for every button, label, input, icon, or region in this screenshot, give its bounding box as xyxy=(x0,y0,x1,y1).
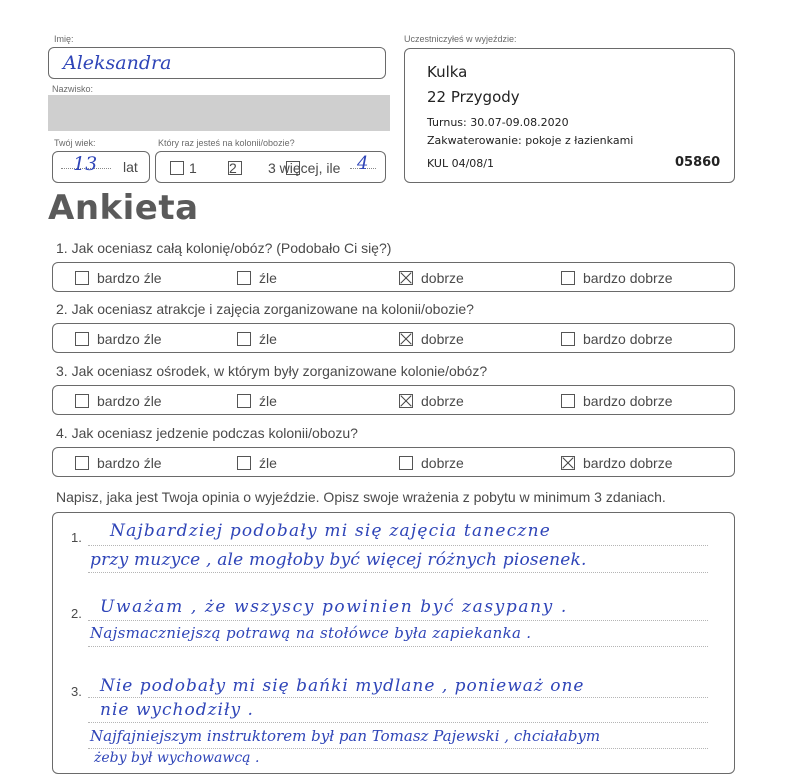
answer-option-label: bardzo dobrze xyxy=(583,270,673,286)
trip-program: 22 Przygody xyxy=(427,88,520,106)
trip-number: 05860 xyxy=(675,155,721,170)
age-value: 13 xyxy=(73,153,98,175)
opinion-number-3: 3. xyxy=(71,684,82,699)
age-unit: lat xyxy=(123,159,138,175)
handwriting-line-4: Najsmaczniejszą potrawą na stołówce była zapiekanka . xyxy=(90,624,532,642)
answer-option-label: dobrze xyxy=(421,270,464,286)
answer-option[interactable] xyxy=(399,331,464,347)
answer-row xyxy=(52,323,735,353)
checked-checkbox[interactable] xyxy=(561,456,575,470)
answer-row xyxy=(52,447,735,477)
times-option-1: 1 xyxy=(189,160,197,176)
answer-option[interactable] xyxy=(75,270,162,286)
trip-accommodation: Zakwaterowanie: pokoje z łazienkami xyxy=(427,134,634,147)
checkbox[interactable] xyxy=(237,456,251,470)
answer-option-label: bardzo źle xyxy=(97,331,162,347)
opinion-number-1: 1. xyxy=(71,530,82,545)
answer-option[interactable] xyxy=(237,331,277,347)
trip-turnus: Turnus: 30.07-09.08.2020 xyxy=(427,116,569,129)
answer-option-label: bardzo dobrze xyxy=(583,455,673,471)
checkbox[interactable] xyxy=(237,271,251,285)
name-label: Imię: xyxy=(54,34,74,44)
answer-option[interactable] xyxy=(399,270,464,286)
times-count: 4 xyxy=(357,153,369,174)
checkbox[interactable] xyxy=(237,332,251,346)
checkbox[interactable] xyxy=(237,394,251,408)
opinion-number-2: 2. xyxy=(71,606,82,621)
answer-option-label: bardzo dobrze xyxy=(583,331,673,347)
question-text: 1. Jak oceniasz całą kolonię/obóz? (Podobało Ci się?) xyxy=(56,240,392,256)
answer-option-label: dobrze xyxy=(421,455,464,471)
guide-line xyxy=(88,620,708,621)
times-label: Który raz jesteś na kolonii/obozie? xyxy=(158,138,295,148)
answer-option-label: źle xyxy=(259,270,277,286)
answer-option[interactable] xyxy=(237,270,277,286)
checkbox[interactable] xyxy=(75,332,89,346)
checkbox[interactable] xyxy=(75,271,89,285)
guide-line xyxy=(88,697,708,698)
times-option-3: 3 więcej, ile xyxy=(268,160,341,176)
answer-option[interactable] xyxy=(75,393,162,409)
surname-redaction xyxy=(48,95,390,131)
answer-option-label: dobrze xyxy=(421,393,464,409)
age-field[interactable] xyxy=(52,151,150,183)
answer-option-label: bardzo dobrze xyxy=(583,393,673,409)
times-checkbox-1[interactable] xyxy=(170,161,184,175)
answer-option[interactable] xyxy=(75,455,162,471)
answer-option-label: źle xyxy=(259,393,277,409)
answer-option[interactable] xyxy=(561,393,673,409)
guide-line xyxy=(88,572,708,573)
answer-option-label: dobrze xyxy=(421,331,464,347)
checkbox[interactable] xyxy=(561,271,575,285)
handwriting-line-7: Najfajniejszym instruktorem był pan Tomasz Pajewski , chciałabym xyxy=(90,727,601,745)
trip-code: KUL 04/08/1 xyxy=(427,157,494,170)
name-field[interactable] xyxy=(48,47,386,79)
checked-checkbox[interactable] xyxy=(399,394,413,408)
question-text: 3. Jak oceniasz ośrodek, w którym były zorganizowane kolonie/obóz? xyxy=(56,363,488,379)
handwriting-line-6: nie wychodziły . xyxy=(100,700,254,720)
answer-option[interactable] xyxy=(399,455,464,471)
answer-option[interactable] xyxy=(75,331,162,347)
times-option-2: 2 xyxy=(229,160,237,176)
guide-line xyxy=(88,722,708,723)
handwriting-line-8: żeby był wychowawcą . xyxy=(94,750,260,766)
checkbox[interactable] xyxy=(561,332,575,346)
handwriting-line-5: Nie podobały mi się bańki mydlane , ponieważ one xyxy=(100,676,585,696)
trip-label: Uczestniczyłeś w wyjeździe: xyxy=(404,34,517,44)
opinion-prompt: Napisz, jaka jest Twoja opinia o wyjeździe. Opisz swoje wrażenia z pobytu w minimum 3 zdaniach. xyxy=(56,489,666,505)
answer-option[interactable] xyxy=(237,393,277,409)
checked-checkbox[interactable] xyxy=(399,332,413,346)
checked-checkbox[interactable] xyxy=(399,271,413,285)
checkbox[interactable] xyxy=(561,394,575,408)
answer-option[interactable] xyxy=(561,270,673,286)
question-text: 4. Jak oceniasz jedzenie podczas kolonii/obozu? xyxy=(56,425,358,441)
answer-option[interactable] xyxy=(237,455,277,471)
question-text: 2. Jak oceniasz atrakcje i zajęcia zorganizowane na kolonii/obozie? xyxy=(56,301,474,317)
answer-option-label: bardzo źle xyxy=(97,270,162,286)
answer-row xyxy=(52,385,735,415)
trip-name: Kulka xyxy=(427,63,468,81)
answer-option-label: źle xyxy=(259,455,277,471)
answer-option[interactable] xyxy=(561,331,673,347)
checkbox[interactable] xyxy=(75,394,89,408)
trip-card xyxy=(404,48,735,183)
name-value: Aleksandra xyxy=(63,52,172,74)
times-field xyxy=(155,151,386,183)
answer-option-label: źle xyxy=(259,331,277,347)
surname-label: Nazwisko: xyxy=(52,84,94,94)
answer-option-label: bardzo źle xyxy=(97,393,162,409)
handwriting-line-3: Uważam , że wszyscy powinien być zasypany . xyxy=(100,597,568,617)
guide-line xyxy=(88,646,708,647)
handwriting-line-2: przy muzyce , ale mogłoby być więcej różnych piosenek. xyxy=(90,550,587,570)
answer-option-label: bardzo źle xyxy=(97,455,162,471)
answer-option[interactable] xyxy=(561,455,673,471)
answer-row xyxy=(52,262,735,292)
answer-option[interactable] xyxy=(399,393,464,409)
guide-line xyxy=(88,545,708,546)
handwriting-line-1: Najbardziej podobały mi się zajęcia taneczne xyxy=(110,521,551,541)
age-label: Twój wiek: xyxy=(54,138,96,148)
checkbox[interactable] xyxy=(399,456,413,470)
checkbox[interactable] xyxy=(75,456,89,470)
guide-line xyxy=(88,748,708,749)
survey-title: Ankieta xyxy=(48,188,199,228)
